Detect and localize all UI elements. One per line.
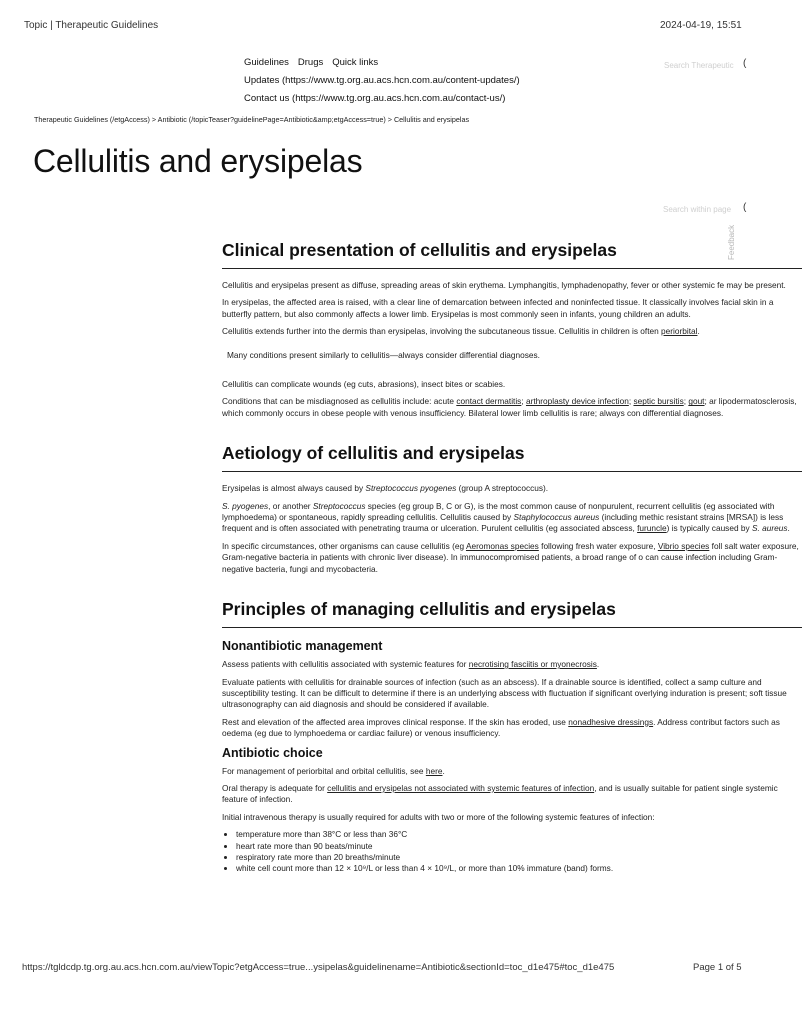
nonantibiotic-paragraph-1: Assess patients with cellulitis associated with systemic features for necrotising fasciitis or myonecrosis. <box>222 659 600 670</box>
list-item: • heart rate more than 90 beats/minute <box>236 841 802 852</box>
furuncle-link[interactable]: furuncle <box>637 523 667 534</box>
clinical-paragraph-4: Cellulitis can complicate wounds (eg cuts, abrasions), insect bites or scabies. <box>222 379 506 390</box>
site-search-input[interactable]: Search Therapeutic <box>664 61 734 70</box>
periorbital-link[interactable]: periorbital <box>661 326 698 337</box>
footer-page-number: Page 1 of 5 <box>693 962 742 973</box>
nav-drugs-link[interactable]: Drugs <box>297 57 324 68</box>
list-item: • respiratory rate more than 20 breaths/minute <box>236 852 802 863</box>
vibrio-link[interactable]: Vibrio species <box>657 540 710 551</box>
main-content <box>222 240 799 930</box>
page-title: Cellulitis and erysipelas <box>33 143 363 179</box>
oral-therapy-link[interactable]: cellulitis and erysipelas not associated with systemic features of infection <box>327 782 595 793</box>
page-search-icon[interactable]: ( <box>743 202 747 213</box>
here-link[interactable]: here <box>425 765 443 776</box>
top-nav <box>244 57 387 68</box>
list-item: • white cell count more than 12 × 10⁹/L or less than 4 × 10⁹/L, or more than 10% immature (band) forms. <box>236 863 802 874</box>
nav-quick-links[interactable]: Quick links <box>332 57 379 68</box>
page-search-input[interactable]: Search within page <box>663 205 732 214</box>
arthroplasty-infection-link[interactable]: arthroplasty device infection <box>525 396 629 407</box>
contact-dermatitis-link[interactable]: contact dermatitis <box>456 396 522 407</box>
clinical-heading: Clinical presentation of cellulitis and erysipelas <box>222 240 802 269</box>
list-item: • temperature more than 38°C or less than 36°C <box>236 829 802 840</box>
clinical-paragraph-2: In erysipelas, the affected area is raised, with a clear line of demarcation between infected and noninfected tissue. It classically involves facial skin in a butterfly pattern, but also commonly affects a lower limb. Erysipelas is most commonly seen in infants, young children an adults. <box>222 297 774 319</box>
principles-section <box>222 599 802 875</box>
aetiology-heading: Aetiology of cellulitis and erysipelas <box>222 443 802 472</box>
aetiology-section <box>222 443 802 575</box>
nav-updates-link[interactable]: Updates (https://www.tg.org.au.acs.hcn.com.au/content-updates/) <box>244 75 520 86</box>
septic-bursitis-link[interactable]: septic bursitis <box>633 396 684 407</box>
search-icon[interactable]: ( <box>743 58 747 69</box>
breadcrumb[interactable]: Therapeutic Guidelines (/etgAccess) > Antibiotic (/topicTeaser?guidelinePage=Antibiotic&amp;etgAccess=true) > Cellulitis and erysipelas <box>34 115 470 124</box>
nav-guidelines-link[interactable]: Guidelines <box>244 57 289 68</box>
antibiotic-paragraph-1: For management of periorbital and orbital cellulitis, see here. <box>222 765 445 776</box>
footer-url: https://tgldcdp.tg.org.au.acs.hcn.com.au/viewTopic?etgAccess=true...ysipelas&guidelinename=Antibiotic&sectionId=toc_d1e475#toc_d1e475 <box>22 962 615 973</box>
nonadhesive-dressings-link[interactable]: nonadhesive dressings <box>568 716 654 727</box>
nonantibiotic-paragraph-2: Evaluate patients with cellulitis for drainable sources of infection (such as an abscess). If a drainable source is identified, collect a samp culture and susceptibility testing. It can be difficult to determine if there is an underlying abscess with fluctuation if significant overlying induration is present; soft tissue ultrasonography can aid diagnosis and should be considered if available. <box>222 676 787 710</box>
aetiology-paragraph-2: S. pyogenes, or another Streptococcus species (eg group B, C or G), is the most common cause of nonpurulent, recurrent cellulitis (eg associated with lymphoedema) or spontaneous, rapidly spreading cellulitis. Cellulitis caused by Staphylococcus aureus (including methic resistant strains [MRSA]) is less frequent and is often associated with penetrating trauma or ulceration. Purulent cellulitis (eg associated abscess, furuncle) is typically caused by S. aureus. <box>222 500 790 534</box>
feedback-tab[interactable]: Feedback <box>727 224 736 260</box>
antibiotic-paragraph-3: Initial intravenous therapy is usually required for adults with two or more of the following systemic features of infection: <box>222 811 655 822</box>
clinical-paragraph-3: Cellulitis extends further into the dermis than erysipelas, involving the subcutaneous tissue. Cellulitis in children is often periorbital. <box>222 326 700 337</box>
clinical-section <box>222 240 802 419</box>
nav-contact-link[interactable]: Contact us (https://www.tg.org.au.acs.hcn.com.au/contact-us/) <box>244 93 506 104</box>
principles-heading: Principles of managing cellulitis and erysipelas <box>222 599 802 628</box>
nonantibiotic-paragraph-3: Rest and elevation of the affected area improves clinical response. If the skin has eroded, use nonadhesive dressings. Address contribut factors such as oedema (eg due to lymphoedema or cardiac failure) or venous insufficiency. <box>222 716 780 739</box>
differential-callout: Many conditions present similarly to cellulitis—always consider differential diagnoses. <box>227 349 540 360</box>
nonantibiotic-heading: Nonantibiotic management <box>222 639 383 654</box>
tab-title: Topic | Therapeutic Guidelines <box>24 20 159 31</box>
antibiotic-choice-heading: Antibiotic choice <box>222 745 323 760</box>
aetiology-paragraph-3: In specific circumstances, other organisms can cause cellulitis (eg Aeromonas species following fresh water exposure, Vibrio species foll salt water exposure, Gram-negative bacteria in patients with chronic liver disease). In immunocompromised patients, a broad range of o can cause infection including Gram-negative bacteria, fungi and mycobacteria. <box>222 540 799 574</box>
systemic-features-list <box>222 829 802 875</box>
clinical-paragraph-5: Conditions that can be misdiagnosed as cellulitis include: acute contact dermatitis; arthroplasty device infection; septic bursitis; gout; ar lipodermatosclerosis, which commonly occurs in obese people with venous insufficiency. Bilateral lower limb cellulitis is rare; always con differential diagnoses. <box>222 396 797 418</box>
print-datetime: 2024-04-19, 15:51 <box>660 20 742 31</box>
gout-link[interactable]: gout <box>688 396 705 407</box>
aeromonas-link[interactable]: Aeromonas species <box>465 540 539 551</box>
antibiotic-paragraph-2: Oral therapy is adequate for cellulitis and erysipelas not associated with systemic features of infection, and is usually suitable for patient single systemic feature of infection. <box>222 782 778 805</box>
clinical-paragraph-1: Cellulitis and erysipelas present as diffuse, spreading areas of skin erythema. Lymphangitis, lymphadenopathy, fever or other systemic fe may be present. <box>222 280 786 290</box>
aetiology-paragraph-1: Erysipelas is almost always caused by Streptococcus pyogenes (group A streptococcus). <box>222 483 549 494</box>
necrotising-fasciitis-link[interactable]: necrotising fasciitis or myonecrosis <box>468 659 597 670</box>
